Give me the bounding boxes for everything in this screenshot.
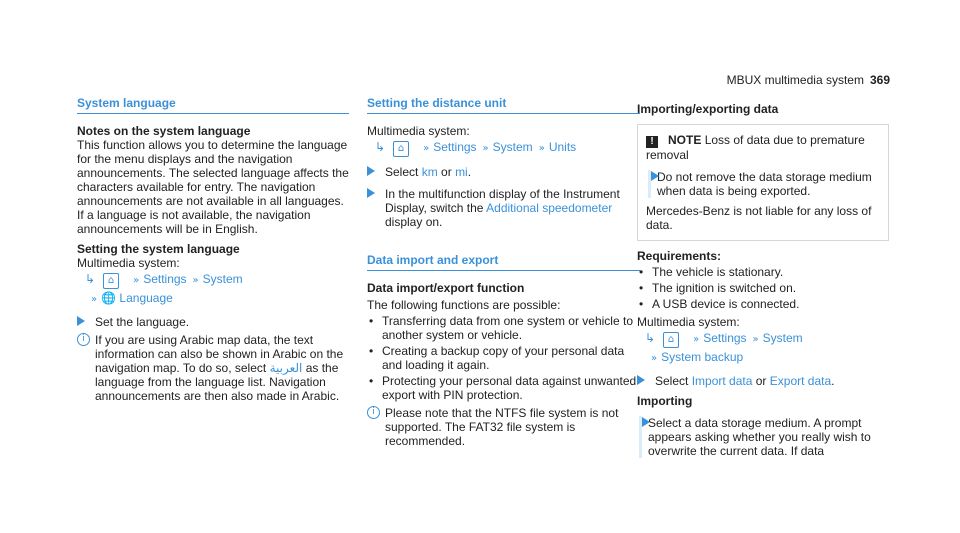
chevron-icon: » — [423, 143, 430, 154]
info-icon: i — [77, 333, 90, 346]
path-settings: Settings — [703, 331, 747, 345]
step-text: In the multifunction display of the Instrument Display, switch the — [385, 187, 620, 215]
path-settings: Settings — [143, 272, 187, 286]
bullet-text: A USB device is connected. — [652, 297, 800, 311]
chevron-icon: » — [651, 353, 658, 364]
step-text: Select a data storage medium. A prompt appears asking whether you really wish to overwrite the current data. If data — [648, 416, 871, 458]
home-icon: ⌂ — [393, 141, 409, 157]
import-data-option: Import data — [691, 374, 753, 388]
bullet-icon: • — [369, 344, 374, 358]
return-arrow-icon: ↳ — [85, 272, 96, 286]
column-system-language — [77, 96, 349, 407]
path-intro: Multimedia system: — [637, 315, 740, 329]
bullet-icon: • — [369, 314, 374, 328]
list-item — [637, 281, 889, 295]
step-text: Do not remove the data storage medium when data is being exported. — [657, 170, 872, 198]
page-header — [727, 73, 890, 87]
step-arrow-icon — [367, 166, 375, 176]
menu-path — [85, 272, 349, 289]
note-text: Please note that the NTFS file system is not supported. The FAT32 file system is recommended. — [385, 406, 619, 448]
path-units: Units — [548, 140, 577, 154]
bullet-text: Transferring data from one system or vehicle to another system or vehicle. — [382, 314, 633, 342]
step-set-language — [77, 315, 349, 329]
step-text: Select — [385, 165, 419, 179]
notes-title: Notes on the system language — [77, 124, 251, 138]
requirements-title: Requirements: — [637, 249, 722, 263]
info-note — [367, 406, 640, 448]
notice-label: NOTE — [668, 133, 702, 147]
chevron-icon: » — [752, 334, 759, 345]
chevron-icon: » — [538, 143, 545, 154]
path-system: System — [202, 272, 243, 286]
header-title: MBUX multimedia system — [726, 73, 864, 87]
menu-path — [645, 331, 889, 348]
note-text-2: as the language from the language list. Navigation announcements are then also made in Arabic. — [95, 361, 340, 403]
path-language: Language — [119, 291, 173, 305]
notice-step — [648, 170, 880, 198]
step-text: Set the language. — [95, 315, 190, 329]
bullet-text: Creating a backup copy of your personal data and loading it again. — [382, 344, 625, 372]
path-settings: Settings — [433, 140, 477, 154]
step-end: . — [467, 165, 472, 179]
path-intro: Multimedia system: — [77, 256, 180, 270]
return-arrow-icon: ↳ — [645, 331, 656, 345]
path-intro: Multimedia system: — [367, 124, 470, 138]
bullet-icon: • — [639, 265, 644, 279]
chevron-icon: » — [482, 143, 489, 154]
section-heading-system-language: System language — [77, 96, 349, 114]
notice-text: Loss of data due to premature removal — [646, 133, 865, 162]
arabic-option: العربية — [269, 361, 303, 375]
export-data-option: Export data — [769, 374, 832, 388]
step-text-2: display on. — [385, 215, 443, 229]
bullet-icon: • — [369, 374, 374, 388]
function-intro: The following functions are possible: — [367, 298, 561, 312]
path-system-backup: System backup — [661, 350, 744, 364]
step-text: Select — [655, 374, 689, 388]
step-or: or — [755, 374, 767, 388]
notice-body: Mercedes-Benz is not liable for any loss of data. — [646, 204, 872, 232]
section-title: Importing/exporting data — [637, 102, 779, 116]
step-select-import-export — [637, 374, 889, 388]
bullet-icon: • — [639, 281, 644, 295]
page-number: 369 — [869, 73, 890, 87]
list-item — [637, 265, 889, 279]
step-import — [639, 416, 889, 458]
list-item — [367, 314, 640, 342]
step-or: or — [441, 165, 452, 179]
bullet-text: The ignition is switched on. — [652, 281, 797, 295]
bullet-text: The vehicle is stationary. — [652, 265, 784, 279]
note-text: If you are using Arabic map data, the text information can also be shown in Arabic on the navigation map. To do so, select — [95, 333, 344, 375]
step-select-unit — [367, 165, 640, 179]
column-import-export — [637, 96, 889, 462]
additional-speedometer-option: Additional speedometer — [486, 201, 613, 215]
path-system: System — [762, 331, 803, 345]
path-system: System — [492, 140, 533, 154]
warning-icon: ! — [646, 136, 658, 148]
globe-icon: 🌐 — [101, 291, 117, 305]
home-icon: ⌂ — [103, 273, 119, 289]
step-arrow-icon — [651, 171, 659, 181]
home-icon: ⌂ — [663, 332, 679, 348]
list-item — [367, 344, 640, 372]
function-title: Data import/export function — [367, 281, 525, 295]
step-switch-display — [367, 187, 640, 229]
section-heading-distance-unit: Setting the distance unit — [367, 96, 640, 114]
step-arrow-icon — [637, 375, 645, 385]
option-mi: mi — [455, 165, 468, 179]
notes-body: This function allows you to determine the language for the menu displays and the navigation announcements. The selected language affects the characters available for entry. The navigation announcements are not available in all languages. If a language is not available, the navigation announcements will be in English. — [77, 138, 349, 236]
chevron-icon: » — [693, 334, 700, 345]
notice-box — [637, 124, 889, 241]
bullet-icon: • — [639, 297, 644, 311]
menu-path-cont — [645, 350, 889, 366]
chevron-icon: » — [133, 275, 140, 286]
return-arrow-icon: ↳ — [375, 140, 386, 154]
chevron-icon: » — [91, 294, 98, 305]
step-arrow-icon — [77, 316, 85, 326]
section-heading-data-import: Data import and export — [367, 253, 640, 271]
menu-path-cont — [85, 291, 349, 307]
info-icon: i — [367, 406, 380, 419]
info-note — [77, 333, 349, 403]
step-arrow-icon — [367, 188, 375, 198]
list-item — [367, 374, 640, 402]
option-km: km — [421, 165, 438, 179]
column-distance-unit — [367, 96, 640, 452]
step-arrow-icon — [642, 417, 650, 427]
setting-title: Setting the system language — [77, 242, 240, 256]
bullet-text: Protecting your personal data against unwanted export with PIN protection. — [382, 374, 637, 402]
menu-path — [375, 140, 640, 157]
step-end: . — [831, 374, 835, 388]
importing-title: Importing — [637, 394, 693, 408]
chevron-icon: » — [192, 275, 199, 286]
list-item — [637, 297, 889, 311]
